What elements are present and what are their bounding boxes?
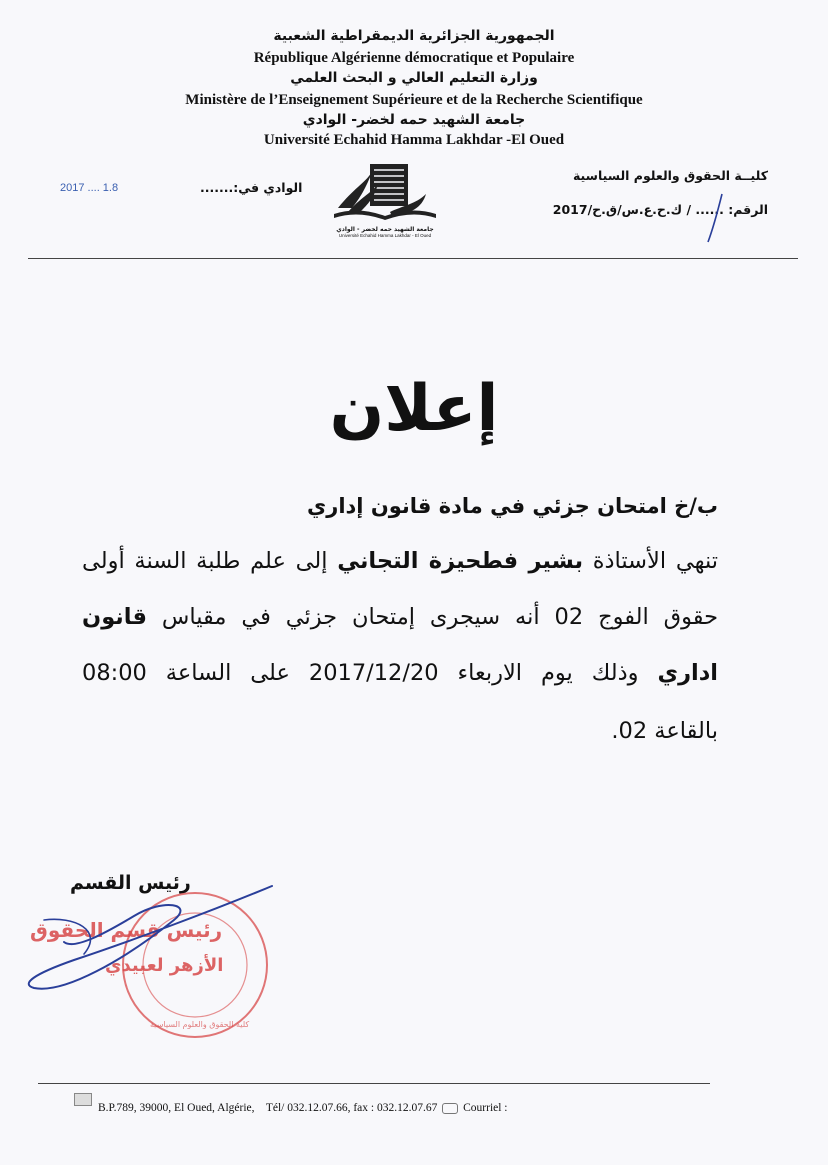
- university-fr: Université Echahid Hamma Lakhdar -El Oued: [263, 132, 565, 148]
- footer-address: B.P.789, 39000, El Oued, Algérie,: [98, 1102, 255, 1114]
- reference-pen-mark: [700, 190, 730, 246]
- place-date-label: الوادي في:.......: [200, 180, 303, 195]
- stamp-ring-text: كلية الحقوق والعلوم السياسية: [150, 1020, 250, 1029]
- logo-caption-fr: Université Echahid Hamma Lakhdar - El Oued: [338, 233, 432, 238]
- module-name-part2: اداري: [657, 660, 718, 686]
- footer-divider: [38, 1083, 710, 1084]
- footer-phone-fax: Tél/ 032.12.07.66, fax : 032.12.07.67: [265, 1102, 438, 1114]
- faculty-name: كليــة الحقوق والعلوم السياسية: [572, 168, 768, 183]
- logo-caption-ar: جامعة الشهيد حمه لخضر - الوادي: [336, 226, 434, 233]
- body-line-2: [82, 604, 718, 630]
- ministry-fr: Ministère de l’Enseignement Supérieure et de la Recherche Scientifique: [185, 92, 643, 108]
- email-icon: [442, 1103, 458, 1114]
- professor-name: بشير فطحيزة التجاني: [337, 548, 584, 574]
- body-text: إلى علم طلبة السنة أولى: [82, 548, 338, 574]
- place-date-value: 2017 .... 1.8: [60, 182, 119, 194]
- university-ar: جامعة الشهيد حمه لخضر- الوادي: [302, 112, 526, 128]
- body-text: حقوق الفوج 02 أنه سيجرى إمتحان جزئي في مقياس: [146, 604, 718, 630]
- university-logo: [330, 158, 440, 238]
- announcement-subject: ب/خ امتحان جزئي في مادة قانون إداري: [307, 494, 718, 518]
- signature-title: رئيس القسم: [70, 872, 191, 894]
- exam-room: بالقاعة 02.: [611, 718, 718, 744]
- body-line-1: [82, 548, 718, 574]
- university-logo-icon: [330, 158, 440, 222]
- body-text: تنهي الأستاذة: [583, 548, 718, 574]
- stamp-line2: الأزهر لعبيدي: [105, 955, 224, 976]
- header-divider: [28, 258, 798, 259]
- body-line-4: [82, 718, 718, 744]
- footer-email-label: Courriel :: [463, 1102, 508, 1114]
- page-title: إعلان: [329, 372, 499, 446]
- ministry-ar: وزارة التعليم العالي و البحث العلمي: [290, 70, 538, 86]
- handwritten-signature-icon: [14, 880, 284, 1000]
- reference-number: الرقم: ...... / ك.ح.ع.س/ق.ح/2017: [552, 202, 768, 217]
- module-name-part1: قانون: [82, 604, 147, 630]
- republic-fr: République Algérienne démocratique et Populaire: [253, 50, 575, 66]
- footer-contact: [98, 1102, 508, 1114]
- body-line-3: [82, 660, 718, 686]
- republic-ar: الجمهورية الجزائرية الديمقراطية الشعبية: [273, 28, 555, 44]
- fax-machine-icon: [74, 1093, 92, 1106]
- exam-date-time: وذلك يوم الاربعاء 2017/12/20 على الساعة 08:00: [82, 660, 658, 686]
- stamp-line1: رئيس قسم الحقوق: [30, 918, 223, 942]
